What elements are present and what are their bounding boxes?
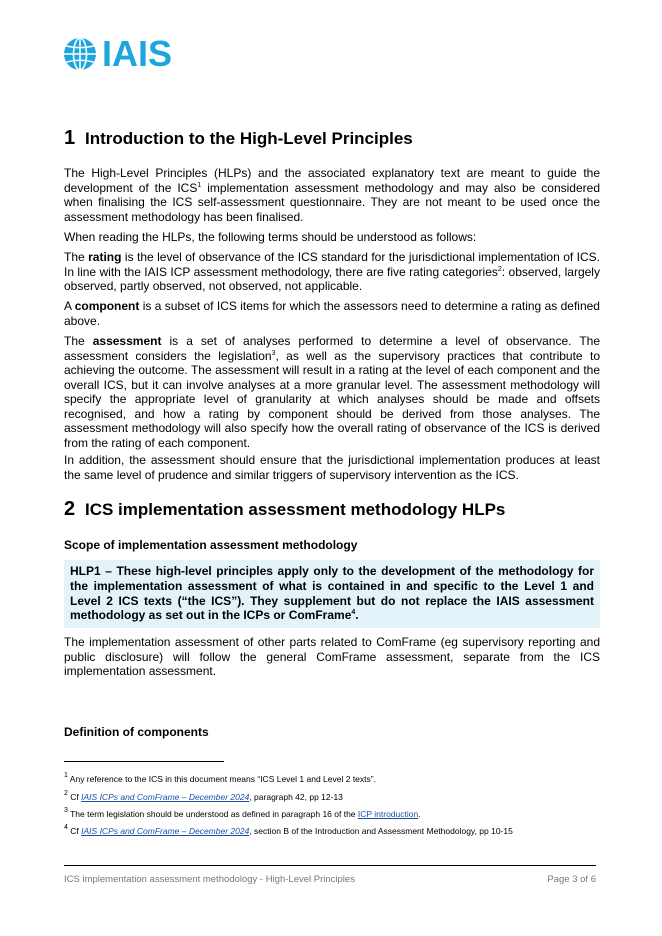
- text-run: , as well as the supervisory practices that contribute to achieving the outcome. The assessment will result in a rating at the level of each component and the overall ICS, but it can involve analyses at a more granular level. The assessment methodology will specify the appropriate level of granularity at which analyses should be made and offsets recognised, and how a rating by component should be derived from those analyses. The assessment methodology will also specify how the overall rating of observance of the ICS is derived from the rating of each component.: [64, 348, 600, 450]
- text-run: is a subset of ICS items for which the assessors need to determine a rating as defined above.: [64, 299, 600, 328]
- footer-separator: [64, 865, 596, 866]
- text-run: A: [64, 299, 75, 313]
- footnote-separator: [64, 761, 224, 762]
- text-run: When reading the HLPs, the following terms should be understood as follows:: [64, 230, 477, 244]
- text-run: In addition, the assessment should ensure that the jurisdictional implementation produces at least the same level of prudence and similar triggers of supervisory intervention as the ICS.: [64, 453, 600, 482]
- footnote-link[interactable]: IAIS ICPs and ComFrame – December 2024: [81, 826, 250, 836]
- text-run: .: [355, 608, 359, 623]
- section-1-title: Introduction to the High-Level Principles: [85, 129, 413, 148]
- footnote-4: [64, 826, 513, 836]
- section-2-number: 2: [64, 498, 76, 520]
- footnote-link[interactable]: IAIS ICPs and ComFrame – December 2024: [81, 792, 250, 802]
- section-2-title: ICS implementation assessment methodology HLPs: [85, 500, 506, 519]
- footnote-ref-2[interactable]: 2: [497, 265, 502, 273]
- footnote-text: The term legislation should be understood as defined in paragraph 16 of the: [67, 809, 358, 819]
- text-run: The High-Level Principles (HLPs) and the associated explanatory text are meant to guide the development of the ICS: [64, 166, 600, 195]
- text-run: The: [64, 250, 89, 264]
- term-component: component: [74, 299, 140, 313]
- text-run: The: [64, 334, 93, 348]
- section-1-number: 1: [64, 127, 76, 149]
- rating-definition: [64, 250, 600, 294]
- text-run: implementation assessment methodology and may also be considered when finalising the ICS self-assessment questionnaire. They are not meant to be used once the assessment methodology has been finalised.: [64, 180, 600, 224]
- footnote-text: .: [418, 809, 421, 819]
- footnote-ref-1[interactable]: 1: [197, 181, 202, 189]
- section-1-heading: [64, 127, 413, 150]
- hlp1-text: HLP1 – These high-level principles apply only to the development of the methodology for the implementation assessment of what is contained in and specific to the Level 1 and Level 2 ICS texts (“the ICS”). They supplement but do not replace the IAIS assessment methodology as set out in the ICPs or ComFrame: [70, 564, 594, 623]
- footer-page-number: Page 3 of 6: [547, 874, 596, 885]
- footnote-text: , paragraph 42, pp 12-13: [249, 792, 343, 802]
- footer-document-title: ICS implementation assessment methodology - High-Level Principles: [64, 874, 355, 885]
- globe-icon: [63, 37, 97, 71]
- footnote-text: Cf: [67, 826, 82, 836]
- hlp1-box: [64, 560, 600, 628]
- text-run: is the level of observance of the ICS standard for the jurisdictional implementation of ICS. In line with the IAIS ICP assessment methodology, there are five rating categories: [64, 250, 600, 279]
- intro-paragraph-6: [64, 453, 600, 482]
- section-2-heading: [64, 498, 505, 521]
- footnote-text: Cf: [67, 792, 82, 802]
- footnote-1: [64, 774, 376, 784]
- term-rating: rating: [88, 250, 122, 264]
- footnote-number: 1: [64, 772, 68, 779]
- text-run: : observed, largely observed, partly observed, not observed, not applicable.: [64, 264, 600, 293]
- footnote-text: Any reference to the ICS in this document means “ICS Level 1 and Level 2 texts”.: [67, 774, 376, 784]
- footnote-ref-3[interactable]: 3: [271, 349, 276, 357]
- intro-paragraph-2: [64, 230, 600, 245]
- scope-subheading: Scope of implementation assessment methodology: [64, 538, 358, 552]
- term-assessment: assessment: [92, 334, 162, 348]
- text-run: is a set of analyses performed to determine a level of observance. The assessment considers the legislation: [64, 334, 600, 363]
- iais-logo: [63, 33, 173, 74]
- footnote-number: 4: [64, 824, 68, 831]
- footnote-2: [64, 792, 343, 802]
- intro-paragraph-1: [64, 166, 600, 224]
- components-subheading: Definition of components: [64, 725, 209, 739]
- comframe-paragraph: [64, 635, 600, 679]
- footnote-ref-4[interactable]: 4: [351, 609, 356, 617]
- assessment-definition: [64, 334, 600, 450]
- footnote-link[interactable]: ICP introduction: [357, 809, 419, 819]
- footnote-3: [64, 809, 421, 819]
- footnote-text: , section B of the Introduction and Assessment Methodology, pp 10-15: [249, 826, 513, 836]
- footnote-number: 3: [64, 807, 68, 814]
- footnote-number: 2: [64, 790, 68, 797]
- text-run: The implementation assessment of other parts related to ComFrame (eg supervisory reporting and public disclosure) will follow the general ComFrame assessment, separate from the ICS implementation assessment.: [64, 635, 600, 678]
- logo-text: IAIS: [102, 33, 173, 74]
- component-definition: [64, 299, 600, 328]
